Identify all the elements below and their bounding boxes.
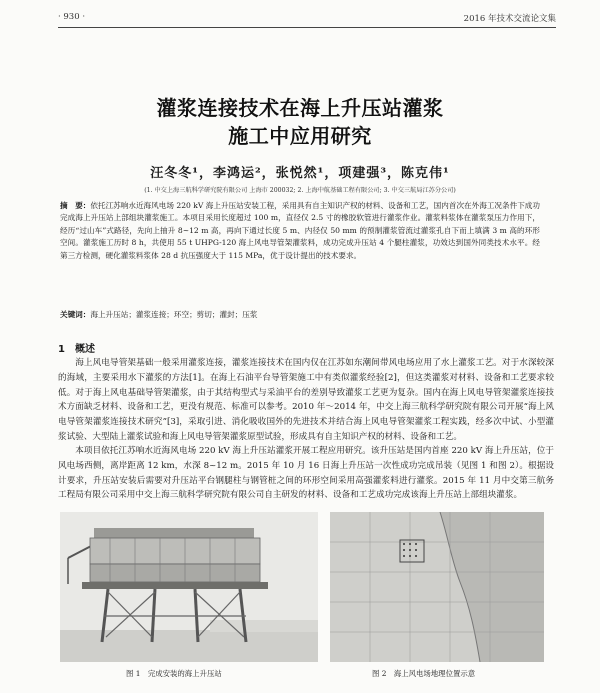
abstract	[60, 200, 540, 262]
running-header	[58, 12, 556, 26]
figure-1-caption: 图 1 完成安装的海上升压站	[126, 669, 222, 678]
body-paragraph-2: 本项目依托江苏响水近海风电场 220 kV 海上升压站灌浆开展工程应用研究。该升压站是国内首座 220 kV 海上升压站，位于风电场西侧，离岸距离 12 km，水深 8~12 m。2015 年 10 月 16 日海上升压站一次性成功完成吊装（见图 1 和图 2）。根据设计要求，升压站安装后需要对升压站平台钢腿柱与钢管桩之间的环形空间采用高强灌浆料进行灌浆。2015 年 11 月中交第三航务工程局有限公司采用中交上海三航科学研究院有限公司自主研发的材料、设备和工艺成功完成该海上升压站上部组块灌浆。	[58, 446, 554, 501]
paper-title-line2: 施工中应用研究	[228, 124, 372, 148]
page-number: · 930 ·	[58, 12, 86, 22]
keywords	[60, 309, 540, 320]
body-paragraph-1: 海上风电导管架基础一般采用灌浆连接，灌浆连接技术在国内仅在江苏如东潮间带风电场应用了水上灌浆工艺。对于水深较深的海域，主要采用水下灌浆的方法[1]。在海上石油平台导管架施工中有类似灌浆经验[2]，但这类灌浆对材料、设备和工艺要求较低。对于海上风电基础导管架灌浆，由于其结构型式与采油平台的差别导致灌浆工艺更为复杂。国内在海上风电导管架灌浆连接技术方面缺乏材料、设备和工艺，更没有规范、标准可以参考。2010 年～2014 年，中交上海三航科学研究院有限公司开展“海上风电导管架灌浆连接技术研究”[3]，采取引进、消化吸收国外的先进技术并结合海上风电导管架灌浆工程实践，经多次中试、小型灌浆试验、大型陆上灌浆试验和海上风电导管架灌浆原型试验，形成具有自主知识产权的材料、设备和工艺。	[58, 358, 554, 442]
keywords-text: 海上升压站；灌浆连接；环空；剪切；灌封；压浆	[90, 310, 258, 319]
header-rule	[58, 27, 556, 28]
abstract-label: 摘 要：	[60, 201, 91, 210]
figure-1-photo	[60, 512, 318, 662]
substation-photo-image	[60, 512, 318, 662]
location-map-image	[330, 512, 544, 662]
abstract-text: 依托江苏响水近海风电场 220 kV 海上升压站安装工程，采用具有自主知识产权的材料、设备和工艺，国内首次在外海工况条件下成功完成海上升压站上部组块灌浆施工。本项目采用长度超过 100 m，直径仅 2.5 寸的橡胶软管进行灌浆作业。灌浆料浆体在灌浆泵压力作用下，经历“过山车”式路径，先向上抽升 8~12 m 高，再向下通过长度 5 m、内径仅 50 mm 的预制灌浆管流过灌浆孔自下而上填满 3 m 高的环形空间。灌浆施工历时 8 h，共使用 55 t UHPG-120 海上风电导管架灌浆料，成功完成升压站 4 个腿柱灌浆，功效达到国外同类技术水平。经第三方检测，硬化灌浆料浆体 28 d 抗压强度大于 115 MPa，优于设计提出的技术要求。	[60, 201, 540, 260]
figure-2-caption: 图 2 海上风电场地理位置示意	[372, 669, 476, 678]
collection-title: 2016 年技术交流论文集	[463, 14, 556, 24]
section-heading: 1 概述	[58, 344, 95, 355]
figure-2-map	[330, 512, 544, 662]
keywords-label: 关键词：	[60, 310, 91, 319]
affiliations: (1. 中交上海三航科学研究院有限公司 上海市 200032; 2. 上海中航基础工程有限公司; 3. 中交三航局江苏分公司)	[144, 187, 456, 194]
paper-title-line1: 灌浆连接技术在海上升压站灌浆	[156, 96, 444, 120]
authors: 汪冬冬¹，李鸿运²，张悦然¹，项建强³，陈克伟¹	[150, 166, 450, 181]
